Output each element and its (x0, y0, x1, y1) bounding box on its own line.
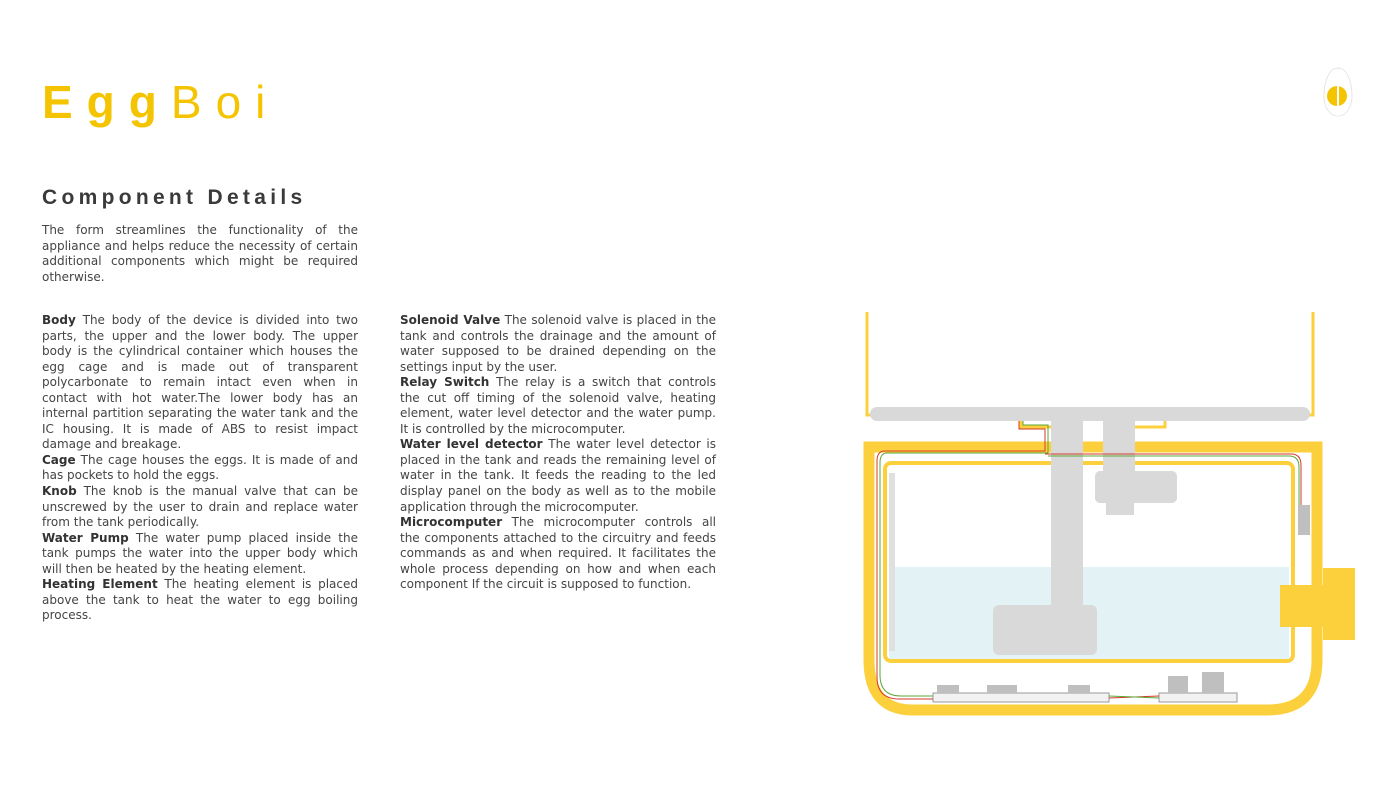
component-water-pump (42, 531, 358, 578)
intro-paragraph: The form streamlines the functionality of the appliance and helps reduce the necessity of certain additional components which might be required otherwise. (42, 223, 358, 284)
component-term: Cage (42, 452, 76, 467)
component-term: Water level detector (400, 437, 543, 452)
component-description: The solenoid valve is placed in the tank and controls the drainage and the amount of water supposed to be drained depending on the settings input by the user. (400, 313, 716, 374)
component-term: Knob (42, 484, 77, 499)
knob-base (1280, 585, 1326, 627)
component-solenoid-valve (400, 313, 716, 375)
solenoid-valve-outlet (1106, 503, 1134, 515)
solenoid-valve-stem (1103, 417, 1135, 479)
component-water-level-detector (400, 437, 716, 515)
microcomputer-board (933, 693, 1109, 702)
relay-component (1202, 672, 1224, 693)
component-description: The water level detector is placed in the tank and reads the remaining level of water in the tank. It feeds the reading to the led display panel on the body as well as to the mobile application through the microcomputer. (400, 437, 716, 514)
water-pump (993, 605, 1097, 655)
component-heating-element (42, 577, 358, 624)
components-right-column (400, 313, 716, 593)
component-description: The water pump placed inside the tank pumps the water into the upper body which will then be heated by the heating element. (42, 530, 358, 576)
heating-element-plate (870, 407, 1310, 421)
water-level-detector (889, 473, 895, 651)
board-chip (937, 685, 959, 693)
relay-switch (1298, 505, 1310, 535)
component-cage (42, 453, 358, 484)
components-left-column (42, 313, 358, 624)
component-description: The relay is a switch that controls the cut off timing of the solenoid valve, heating element, water level detector and the water pump. It is controlled by the microcomputer. (400, 375, 716, 436)
board-chip (987, 685, 1017, 693)
component-microcomputer (400, 515, 716, 593)
component-term: Water Pump (42, 530, 129, 545)
component-body (42, 313, 358, 453)
brand-title-part2: Boi (170, 76, 280, 128)
component-description: The cage houses the eggs. It is made of and has pockets to hold the eggs. (42, 452, 358, 483)
component-term: Heating Element (42, 577, 158, 592)
component-description: The body of the device is divided into two parts, the upper and the lower body. The upper body is the cylindrical container which houses the egg cage and is made out of transparent polycarbonate to remain intact even when in contact with hot water.The lower body has an internal partition separating the water tank and the IC housing. It is made of ABS to resist impact damage and breakage. (42, 313, 358, 452)
component-term: Body (42, 313, 76, 327)
cross-section-diagram (855, 305, 1365, 725)
component-term: Microcomputer (400, 515, 503, 530)
component-description: The heating element is placed above the tank to heat the water to egg boiling process. (42, 577, 358, 623)
section-heading: Component Details (42, 186, 307, 209)
component-term: Solenoid Valve (400, 313, 501, 327)
relay-component (1168, 676, 1188, 693)
brand-title (42, 74, 279, 130)
component-description: The knob is the manual valve that can be unscrewed by the user to drain and replace water from the tank periodically. (42, 484, 358, 530)
solenoid-valve (1095, 471, 1177, 503)
component-term: Relay Switch (400, 375, 490, 390)
component-description: The microcomputer controls all the components attached to the circuitry and feeds commands as and when required. It facilitates the whole process depending on how and when each component If the circuit is supposed to function. (400, 515, 716, 592)
relay-board (1159, 693, 1237, 702)
component-knob (42, 484, 358, 531)
egg-half-icon (1320, 66, 1356, 118)
board-chip (1068, 685, 1090, 693)
knob (1323, 568, 1355, 640)
pump-pipe (1051, 417, 1083, 611)
component-relay-switch (400, 375, 716, 437)
brand-title-part1: Egg (42, 76, 171, 128)
